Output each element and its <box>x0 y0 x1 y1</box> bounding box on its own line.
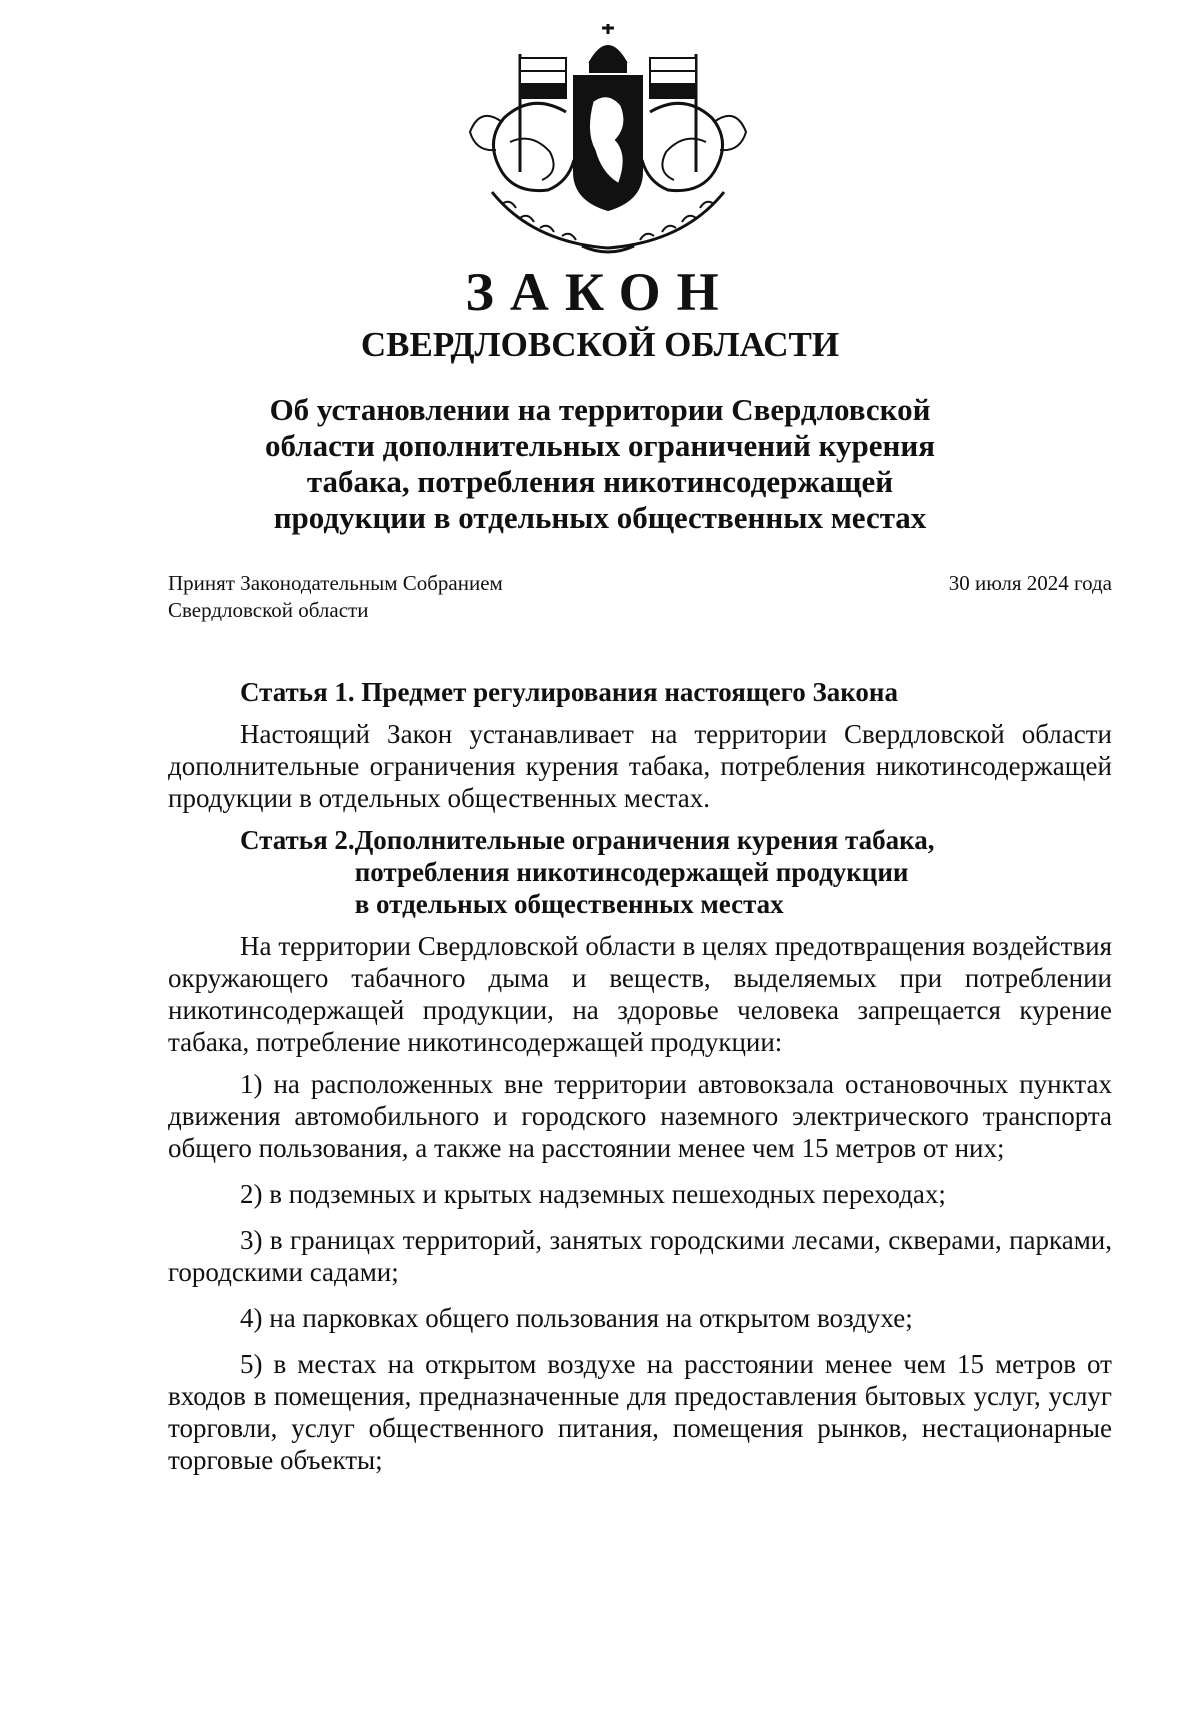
article-2-intro: На территории Свердловской области в целях предотвращения воздействия окружающего табачного дыма и веществ, выделяемых при потреблении никотинсодержащей продукции, на здоровье человека запрещается курение табака, потребление никотинсодержащей продукции: <box>168 931 1112 1057</box>
article-2-label: Статья 2. <box>240 825 355 855</box>
region-heading: СВЕРДЛОВСКОЙ ОБЛАСТИ <box>360 325 840 364</box>
article-2-heading-line: потребления никотинсодержащей продукции <box>354 857 909 887</box>
adoption-line-2: Свердловской области <box>168 598 369 622</box>
adoption-line-1: Принят Законодательным Собранием <box>168 571 503 595</box>
article-1-text: Настоящий Закон устанавливает на территории Свердловской области дополнительные ограничения курения табака, потребления никотинсодержащей продукции в отдельных общественных местах. <box>168 719 1112 813</box>
article-2-item: 1) на расположенных вне территории автовокзала остановочных пунктах движения автомобильного и городского наземного электрического транспорта общего пользования, а также на расстоянии менее чем 15 метров от них; <box>168 1069 1112 1163</box>
article-2-heading-text <box>355 824 935 920</box>
article-2-heading-line: в отдельных общественных местах <box>354 889 784 919</box>
article-2-heading <box>168 824 1112 920</box>
article-2-item: 5) в местах на открытом воздухе на расстоянии менее чем 15 метров от входов в помещения, предназначенные для предоставления бытовых услуг, услуг торговли, услуг общественного питания, помещения рынков, нестационарные торговые объекты; <box>168 1349 1112 1475</box>
law-title: Об установлении на территории Свердловской области дополнительных ограничений курения табака, потребления никотинсодержащей продукции в отдельных общественных местах <box>264 392 936 535</box>
article-2-heading-line: Дополнительные ограничения курения табака, <box>354 825 935 855</box>
article-1-heading: Статья 1. Предмет регулирования настоящего Закона <box>240 677 898 707</box>
adoption-info <box>168 570 628 624</box>
article-2-item: 2) в подземных и крытых надземных пешеходных переходах; <box>240 1179 946 1209</box>
article-2-item: 4) на парковках общего пользования на открытом воздухе; <box>240 1303 913 1333</box>
coat-of-arms-emblem <box>462 22 754 260</box>
adoption-date: 30 июля 2024 года <box>948 571 1112 595</box>
law-body <box>168 676 1112 1490</box>
law-heading: ЗАКОН <box>465 262 735 322</box>
article-2-item: 3) в границах территорий, занятых городскими лесами, скверами, парками, городскими садами; <box>168 1225 1112 1287</box>
